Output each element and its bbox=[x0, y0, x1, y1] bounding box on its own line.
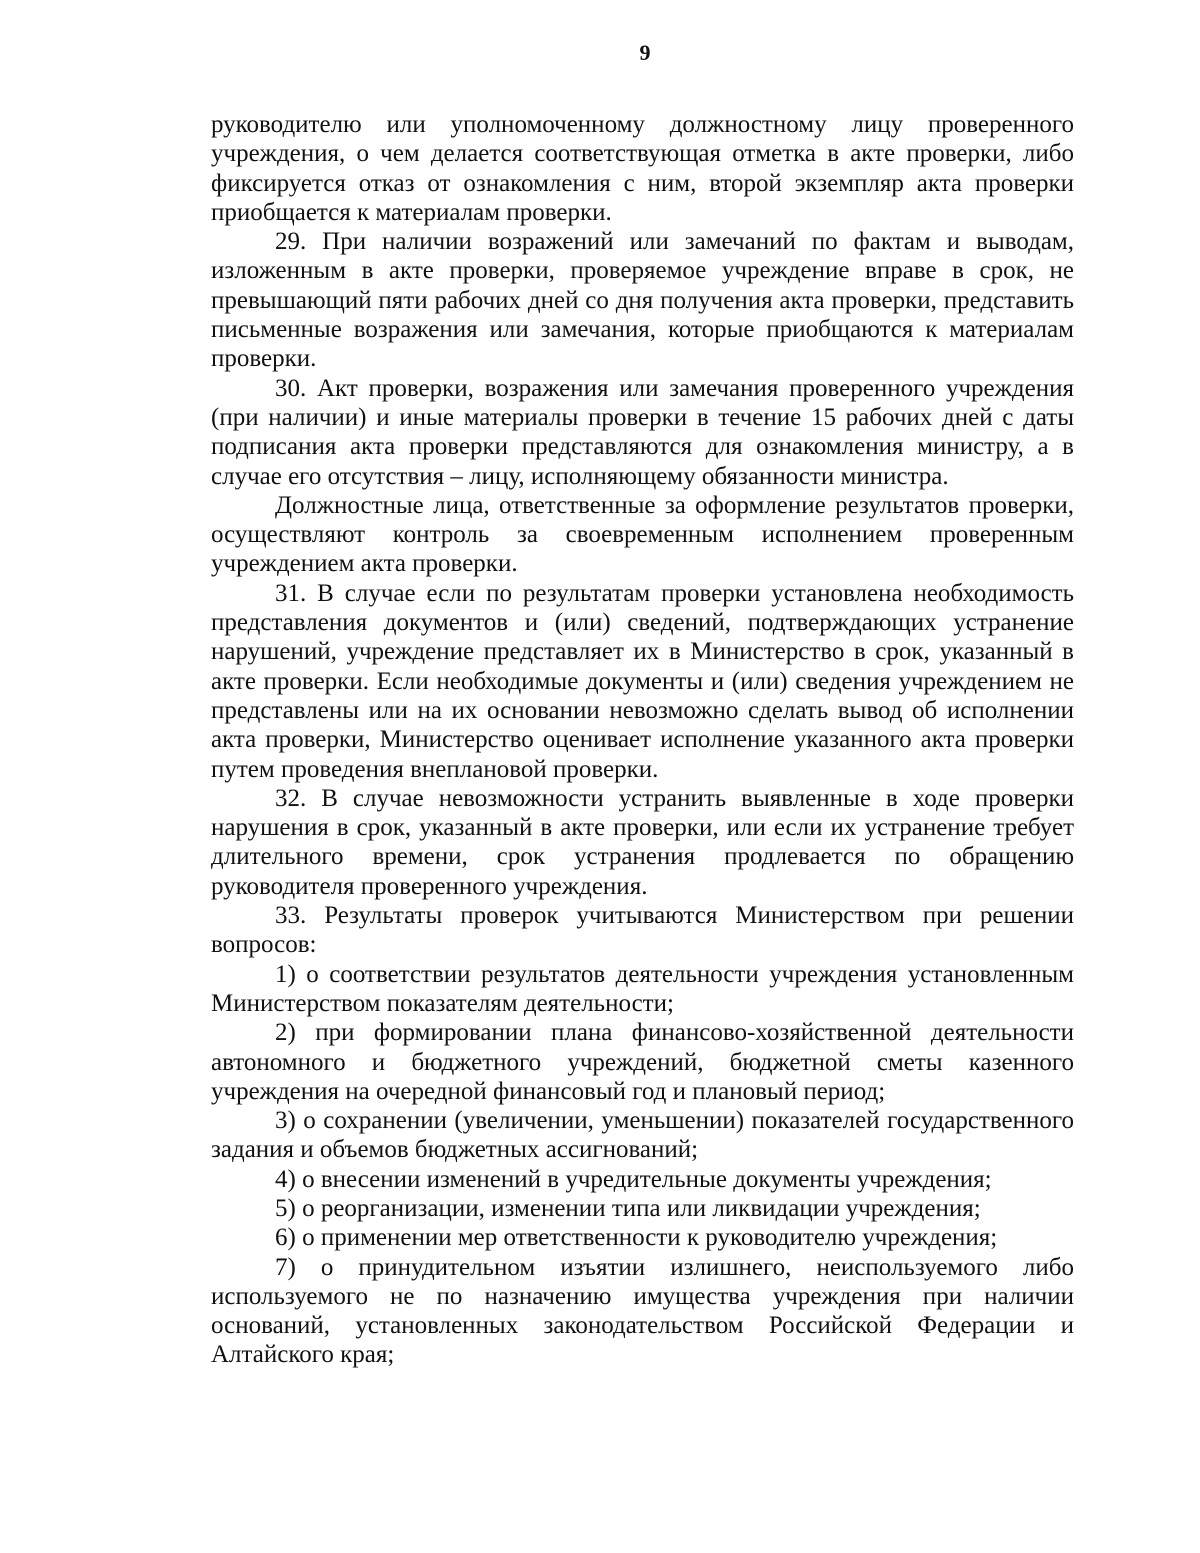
paragraph-30: 30. Акт проверки, возражения или замечания проверенного учреждения (при наличии) и иные материалы проверки в течение 15 рабочих дней с даты подписания акта проверки представляются для ознакомления министру, а в случае его отсутствия – лицу, исполняющему обязанности министра. bbox=[211, 374, 1074, 490]
list-item-4: 4) о внесении изменений в учредительные документы учреждения; bbox=[275, 1165, 992, 1193]
list-item-3: 3) о сохранении (увеличении, уменьшении) показателей государственного задания и объемов бюджетных ассигнований; bbox=[211, 1107, 1074, 1164]
list-item-7: 7) о принудительном изъятии излишнего, неиспользуемого либо используемого не по назначению имущества учреждения при наличии оснований, установленных законодательством Российской Федерации и Алтайского края; bbox=[211, 1253, 1074, 1369]
list-item-6: 6) о применении мер ответственности к руководителю учреждения; bbox=[275, 1224, 998, 1252]
paragraph-33: 33. Результаты проверок учитываются Министерством при решении вопросов: bbox=[211, 902, 1074, 959]
paragraph-continuation: руководителю или уполномоченному должностному лицу проверенного учреждения, о чем делается соответствующая отметка в акте проверки, либо фиксируется отказ от ознакомления с ним, второй экземпляр акта проверки приобщается к материалам проверки. bbox=[211, 111, 1074, 226]
list-item-1: 1) о соответствии результатов деятельности учреждения установленным Министерством показателям деятельности; bbox=[211, 960, 1074, 1017]
list-item-5: 5) о реорганизации, изменении типа или ликвидации учреждения; bbox=[275, 1194, 981, 1222]
paragraph-31: 31. В случае если по результатам проверки установлена необходимость представления документов и (или) сведений, подтверждающих устранение нарушений, учреждение представляет их в Министерство в срок, указанный в акте проверки. Если необходимые документы и (или) сведения учреждением не представлены или на их основании невозможно сделать вывод об исполнении акта проверки, Министерство оценивает исполнение указанного акта проверки путем проведения внеплановой проверки. bbox=[211, 579, 1074, 783]
paragraph-officials: Должностные лица, ответственные за оформление результатов проверки, осуществляют контроль за своевременным исполнением проверенным учреждением акта проверки. bbox=[211, 491, 1074, 578]
paragraph-29: 29. При наличии возражений или замечаний по фактам и выводам, изложенным в акте проверки, проверяемое учреждение вправе в срок, не превышающий пяти рабочих дней со дня получения акта проверки, представить письменные возражения или замечания, которые приобщаются к материалам проверки. bbox=[211, 228, 1074, 373]
document-body bbox=[211, 110, 1074, 1370]
list-item-2: 2) при формировании плана финансово-хозяйственной деятельности автономного и бюджетного учреждений, бюджетной сметы казенного учреждения на очередной финансовый год и плановый период; bbox=[211, 1019, 1074, 1105]
paragraph-32: 32. В случае невозможности устранить выявленные в ходе проверки нарушения в срок, указанный в акте проверки, или если их устранение требует длительного времени, срок устранения продлевается по обращению руководителя проверенного учреждения. bbox=[211, 784, 1074, 900]
page-number: 9 bbox=[639, 40, 651, 65]
